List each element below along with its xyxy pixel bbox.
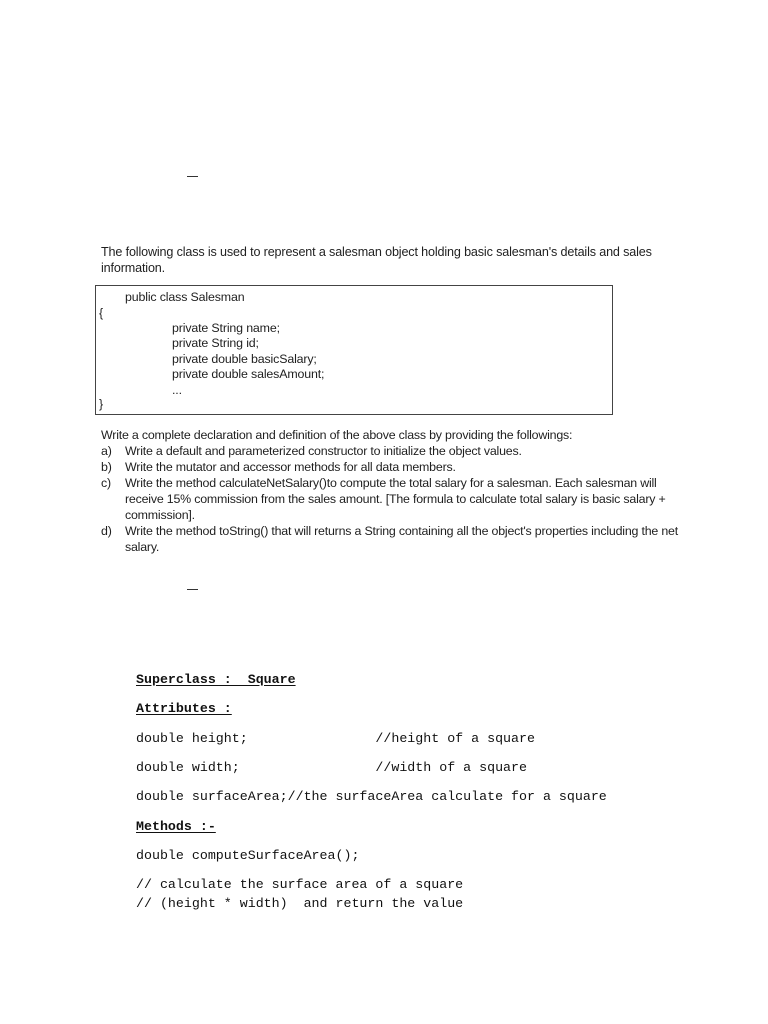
task-letter: b) bbox=[101, 460, 112, 474]
task-text: Write a default and parameterized constructor to initialize the object values. bbox=[125, 444, 522, 458]
task-letter: d) bbox=[101, 524, 112, 538]
task-text: Write the method toString() that will returns a String containing all the object's properties including the net salary. bbox=[125, 524, 678, 554]
salesman-class-code-box bbox=[95, 285, 613, 415]
task-item-a bbox=[101, 443, 685, 459]
code-line-close-brace: } bbox=[99, 397, 103, 411]
attribute-line-surface-area: double surfaceArea;//the surfaceArea calculate for a square bbox=[136, 789, 607, 804]
code-line-class-declaration: public class Salesman bbox=[125, 290, 245, 304]
code-line-ellipsis: ... bbox=[172, 383, 182, 397]
code-line-field-name: private String name; bbox=[172, 321, 280, 335]
task-item-d bbox=[101, 523, 685, 555]
task-list bbox=[101, 443, 701, 555]
attribute-line-width: double width; //width of a square bbox=[136, 760, 527, 775]
task-letter: c) bbox=[101, 476, 111, 490]
task-item-c bbox=[101, 475, 685, 523]
code-line-open-brace: { bbox=[99, 306, 103, 320]
code-line-field-sales-amount: private double salesAmount; bbox=[172, 367, 325, 381]
code-line-field-basic-salary: private double basicSalary; bbox=[172, 352, 317, 366]
attributes-heading: Attributes : bbox=[136, 701, 232, 716]
attribute-line-height: double height; //height of a square bbox=[136, 731, 535, 746]
task-section bbox=[101, 427, 701, 555]
method-comment-line-2: // (height * width) and return the value bbox=[136, 896, 464, 911]
method-comment-line-1: // calculate the surface area of a square bbox=[136, 877, 464, 892]
code-line-field-id: private String id; bbox=[172, 336, 259, 350]
task-text: Write the method calculateNetSalary()to compute the total salary for a salesman. Each salesman will receive 15% commission from the sales amount. [The formula to calculate total salary is basic salary + commission]. bbox=[125, 476, 666, 522]
question-intro: The following class is used to represent a salesman object holding basic salesman's details and sales information. bbox=[101, 245, 652, 275]
separator-dash bbox=[187, 589, 198, 590]
methods-heading: Methods :- bbox=[136, 819, 216, 834]
separator-dash bbox=[187, 176, 198, 177]
superclass-heading: Superclass : Square bbox=[136, 672, 296, 687]
method-line: double computeSurfaceArea(); bbox=[136, 848, 360, 863]
task-letter: a) bbox=[101, 444, 112, 458]
task-item-b bbox=[101, 459, 685, 475]
task-heading: Write a complete declaration and definition of the above class by providing the followings: bbox=[101, 428, 573, 442]
task-text: Write the mutator and accessor methods for all data members. bbox=[125, 460, 456, 474]
